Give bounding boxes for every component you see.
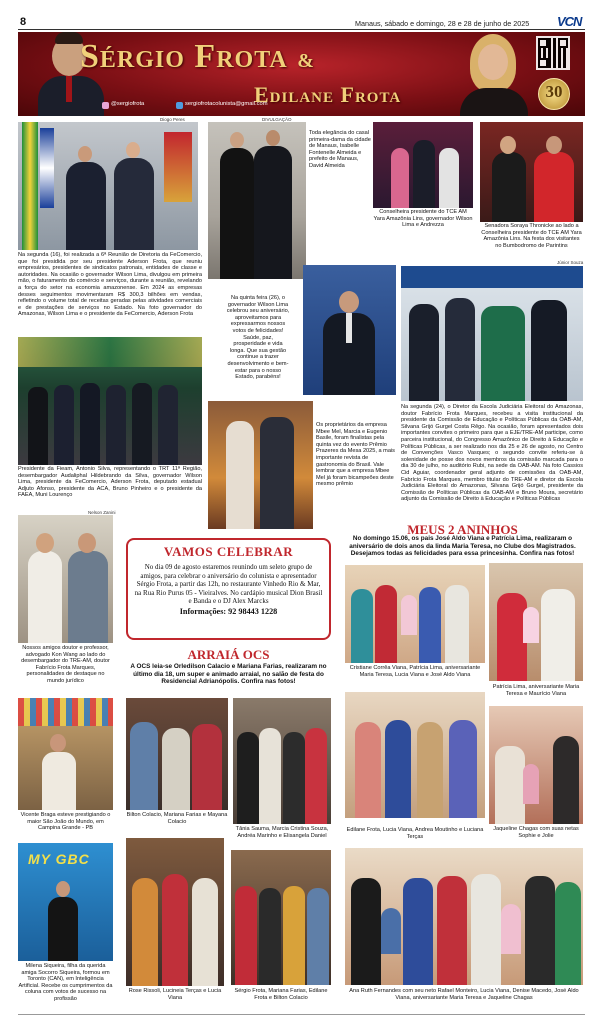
- photo-vicente-braga: [18, 698, 113, 810]
- vamos-celebrar-info: Informações: 92 98443 1228: [179, 606, 278, 616]
- caption-cristiane: Cristiane Corrêa Viana, Patrícia Lima, aniversariante Maria Teresa, Lucia Viana e José Aldo Viana: [349, 665, 481, 678]
- edilane-portrait: [452, 32, 536, 116]
- mygbc-sign: MY GBC: [28, 851, 90, 867]
- photo-sergio-mariana-edilane-bilton: [231, 850, 331, 985]
- caption-edilane: Edilane Frota, Lucia Viana, Andrea Moutinho e Luciana Terças: [346, 827, 484, 840]
- photo-cristiane-familia: [345, 565, 485, 663]
- photo-senadora: [480, 122, 583, 222]
- header-rule: [18, 29, 585, 30]
- photo-bilton-mariana-mayana: [126, 698, 228, 810]
- vamos-celebrar-box: [126, 538, 331, 640]
- caption-kon-wang: Nossos amigos doutor e professor, advogado Kon Wang ao lado do desembargador do TRE-AM, doutor Fabrício Frota Marques, personalidades de destaque no mundo jurídico: [21, 645, 110, 684]
- arraia-body: A OCS leia-se Orledilson Calacio e Mariana Farias, realizaram no último dia 18, um super e animado arraial, no salão de festa do Residencial Adrianópolis. Confira nas fotos!: [130, 663, 327, 686]
- caption-ana-ruth: Ana Ruth Fernandes com seu neto Rafael Monteiro, Lucia Viana, Denise Macedo, José Aldo Viana, aniversariante Maria Teresa e Jaqueline Chagas: [349, 988, 579, 1001]
- instagram-icon: [102, 102, 109, 109]
- caption-fieam: Presidente da Fieam, Antonio Silva, representando o TRT 11ª Região, desembargador Audaliphal Hildebrando da Silva, governador Wilson Lima, presidente da FeComercio, Aderson Frota, deputado estadual Adjuto Afonso, presidente da ACA, Bruno Pinheiro e o presidente da FAEA, Muni Lourenço: [18, 466, 202, 499]
- photo-fieam-autoridades: [18, 337, 202, 465]
- caption-rose: Rose Rissoli, Lucineia Terças e Lucia Viana: [128, 988, 222, 1001]
- photo-patricia-mauricio: [489, 563, 583, 681]
- photo-rose-lucineia-lucia: [126, 838, 224, 986]
- arraia-title: ARRAIÁ OCS: [187, 647, 270, 662]
- caption-fecomercio: Na segunda (16), foi realizada a 6ª Reunião de Diretoria da FeComercio, que foi presidida por seu presidente Aderson Frota, que reuniu empresários, presidentes de sindicatos patronais, entidades de classe e autoridades. Na ocasião o governador Wilson Lima, divulgou em primeira mão, o faturamento do comércio e serviços, durante a reunião, revelando a força do setor na economia amazonense. Em 2024 as empresas desses seguimentos movimentaram R$ 300,3 bilhões em vendas, refletindo o volume total de receitas geradas pelas atividades comerciais e de prestações de serviços no Estado. Na foto governador do Amazonas, Wilson Lima e o presidente da FeComercio, Aderson Frota: [18, 252, 202, 318]
- photo-edilane-lucia-andrea: [345, 692, 485, 818]
- photo-conselheira-governador: [373, 122, 473, 208]
- email-icon: [176, 102, 183, 109]
- meus-2-aninhos-title: MEUS 2 ANINHOS: [407, 522, 518, 537]
- anniversary-number: 30: [545, 82, 563, 101]
- caption-elegancia: Toda elegância do casal primeira-dama da cidade de Manaus, Isabelle Fontenelle Almeida e prefeito de Manaus, David Almeida: [309, 130, 371, 169]
- photo-milena-siqueira: [18, 843, 113, 961]
- instagram-handle: @sergiofrota: [111, 101, 145, 107]
- caption-escola-judiciaria: Na segunda (24), o Diretor da Escola Judiciária Eleitoral do Amazonas, doutor Fabrício Frota Marques, recebeu a visita institucional da presidente da Comissão de Educação e Políticas Públicas da OAB-AM, Silvana Grijó Gurgel Costa Rêgo. Na ocasião, foram apresentados dois importantes convites o primeiro para que a EJE/TRE-AM participe, como parceira institucional, do Congresso Amazônico de Direito à Educação e Políticas Públicas, a ser realizado nos dia 25 e 26 de agosto, no Centro de Convenções Vasco Vasques; o segundo convite referiu-se à solenidade de posse dos novos membros da comissão marcada para o dia 30 de julho, no auditório Rubi, na sede da OAB-AM. Na foto Cassios Cid Aguiar, coordenador geral adjunto de comissões da OAB-AM, Fabrício Frota Marques, membro titular do TRE-AM e diretor da Escola Judiciária Eleitoral do Amazonas, Silvana Grijó Gurgel, presidente da Comissão de Políticas Públicas da OAB-AM e Bruno Moura, secretário adjunto da Comissão de Direito à Educação e Políticas Públicas: [401, 404, 583, 503]
- column-title-edilane: Edilane Frota: [254, 82, 402, 107]
- photo-wilson-lima: [303, 265, 396, 395]
- photo-credit: Júnior Souza: [557, 260, 584, 265]
- page-number: 8: [20, 16, 27, 28]
- caption-wilson-aniversario: Na quinta feira (26), o governador Wilson Lima celebrou seu aniversário, aproveitamos para expressarmos nossos votos de felicidades! Saúde, paz, prosperidade e vida longa. Que sua gestão continue a trazer desenvolvimento e bem-estar para o nosso Estado, parabéns!: [226, 295, 290, 381]
- qr-code: [536, 36, 570, 70]
- caption-conselheira: Conselheira presidente do TCE AM Yara Amazônia Lins, governador Wilson Lima e Andrezza: [373, 209, 473, 229]
- caption-sergio-edilane: Sérgio Frota, Mariana Farias, Edilane Frota e Bilton Colacio: [234, 988, 328, 1001]
- caption-vicente: Vicente Braga esteve prestigiando o maior São João do Mundo, em Campina Grande - PB: [20, 812, 111, 832]
- photo-tania-marcia-andrea: [233, 698, 331, 824]
- caption-patricia: Patrícia Lima, aniversariante Maria Teresa e Maurício Viana: [492, 684, 580, 697]
- photo-kon-wang: [18, 515, 113, 643]
- title-line1: Sérgio Frota: [80, 38, 288, 75]
- photo-credit: Nelson Zanini: [88, 510, 116, 515]
- photo-ana-ruth-grupo: [345, 848, 583, 985]
- newspaper-logo: VCN: [557, 14, 582, 29]
- caption-senadora: Senadora Soraya Thronicke ao lado a Conselheira presidente do TCE AM Yara Amazônia Lins. Na festa dos visitantes no Bumbodromo de Parintins: [481, 223, 582, 249]
- photo-jaqueline-netas: [489, 706, 583, 824]
- dateline: Manaus, sábado e domingo, 28 e 28 de junho de 2025: [355, 19, 530, 28]
- meus-2-aninhos-body: No domingo 15.06, os pais José Aldo Viana e Patrícia Lima, realizaram o aniversário de dois anos da linda Maria Teresa, no Clube dos Magistrados. Desejamos todas as felicidades para essa princesinha. Confira nas fotos!: [349, 535, 576, 558]
- column-banner: [18, 32, 585, 116]
- page-header: [0, 0, 601, 30]
- photo-credit: DIVULGAÇÃO: [262, 117, 292, 122]
- photo-escola-judiciaria: [401, 266, 583, 401]
- photo-fecomercio-meeting: [18, 122, 198, 250]
- caption-jaqueline: Jaqueline Chagas com suas netas Sophie e Jolie: [493, 826, 579, 839]
- photo-credit: Diogo Peres: [160, 117, 185, 122]
- caption-milena: Milena Siqueira, filha da querida amiga Socorro Siqueira, formou em Toronto (CAN), em Inteligência Artificial. Recebe os cumprimentos da coluna com votos de sucesso na profissão: [18, 963, 113, 1002]
- vamos-celebrar-body: No dia 09 de agosto estaremos reunindo um seleto grupo de amigos, para celebrar o aniversário do colunista e apresentador Sérgio Frota, a partir das 12h, no restaurante Vinhedo Rio & Mar, na Rua Rio Purus 05 - Vieiralves. No cardápio musical Dion Brasil e Banda e o DJ Alex Marcks: [134, 563, 323, 606]
- caption-bilton: Bilton Colacio, Mariana Farias e Mayana Colacio: [126, 812, 228, 825]
- caption-mbee: Os proprietários da empresa Mbee Mel, Marcia e Eugenio Basile, foram finalistas pela quinta vez do evento Prêmio Prazeres da Mesa 2025, a mais importante revista de gastronomia do Brasil. Vale lembrar que a empresa Mbee Mel já foram bicampeões deste mesmo prêmio: [316, 422, 395, 488]
- photo-mbee-mel: [208, 401, 313, 529]
- footer-rule: [18, 1014, 585, 1015]
- title-ampersand: &: [297, 50, 315, 72]
- email-address: sergiofrotacolunista@gmail.com: [185, 101, 268, 107]
- caption-tania: Tânia Sauma, Marcia Cristina Souza, Andréa Marinho e Elisangela Daniel: [235, 826, 329, 839]
- column-title-sergio: [80, 38, 315, 76]
- vamos-celebrar-title: VAMOS CELEBRAR: [163, 544, 294, 559]
- photo-prefeito-casal: [208, 122, 306, 279]
